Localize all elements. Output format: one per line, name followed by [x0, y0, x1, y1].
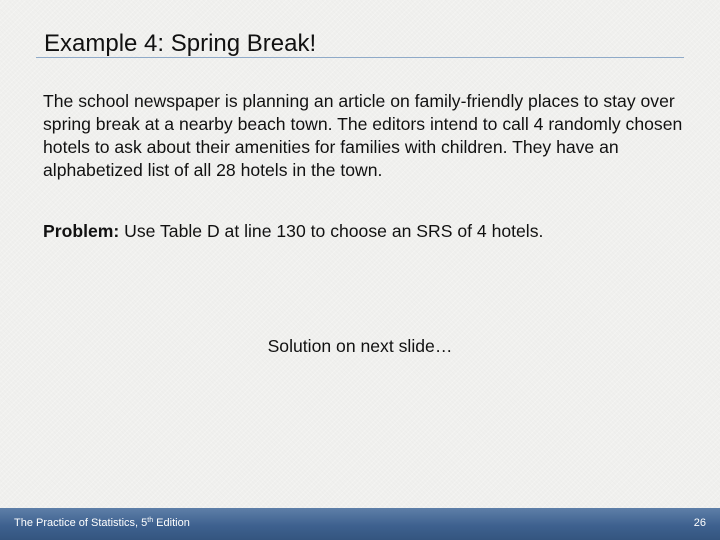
footer-bar: [0, 508, 720, 540]
footer-title-suffix: Edition: [153, 517, 190, 529]
title-divider: [36, 57, 684, 58]
footer-book-title: [14, 517, 190, 529]
problem-text: Use Table D at line 130 to choose an SRS of 4 hotels.: [119, 221, 544, 241]
solution-note: Solution on next slide…: [267, 336, 453, 356]
slide-body-text: The school newspaper is planning an article on family-friendly places to stay over spring break at a nearby beach town. The editors intend to call 4 randomly chosen hotels to ask about their amenities for families with children. They have an alphabetized list of all 28 hotels in the town.: [43, 91, 683, 180]
problem-statement: [43, 220, 693, 243]
slide-title: Example 4: Spring Break!: [44, 30, 317, 57]
problem-label: Problem:: [43, 221, 120, 241]
page-number: 26: [693, 517, 706, 529]
footer-title-prefix: The Practice of Statistics, 5: [14, 517, 148, 529]
footer-edition-superscript: th: [147, 517, 154, 524]
